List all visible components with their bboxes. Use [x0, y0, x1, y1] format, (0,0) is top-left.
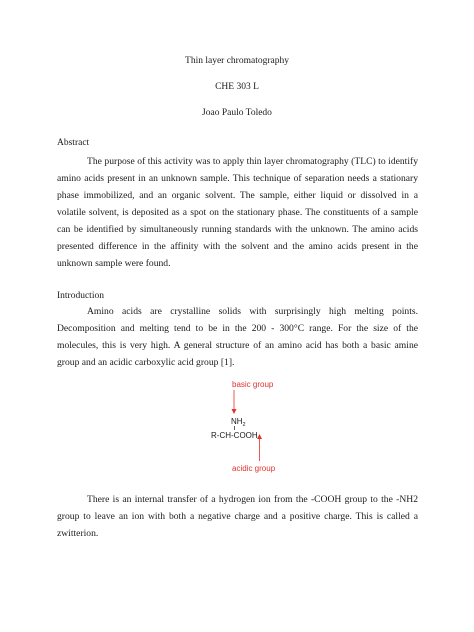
document-title: Thin layer chromatography — [185, 56, 289, 66]
author-name: Joao Paulo Toledo — [202, 108, 272, 118]
amine-group-subscript: 2 — [242, 422, 246, 428]
zwitterion-paragraph: There is an internal transfer of a hydrogen ion from the -COOH group to the -NH2 group to leave an ion with both a negative charge and a positive charge. This is called a zwitterion. — [57, 494, 418, 539]
abstract-paragraph: The purpose of this activity was to apply thin layer chromatography (TLC) to identify amino acids present in an unknown sample. This technique of separation needs a stationary phase immobilized, and an organic solvent. The sample, either liquid or dissolved in a volatile solvent, is deposited as a spot on the stationary phase. The constituents of a sample can be identified by simultaneously running standards with the unknown. The amino acids presented difference in the affinity with the solvent and the amino acids present in the unknown sample were found. — [57, 156, 418, 269]
amine-group-text: NH — [231, 417, 243, 426]
amino-acid-structure-figure — [211, 378, 322, 478]
introduction-paragraph: Amino acids are crystalline solids with surprisingly high melting points. Decomposition and melting tend to be in the 200 - 300°C range. For the size of the molecules, this is very high. A general structure of an amino acid has both a basic amine group and an acidic carboxylic acid group [1]. — [57, 306, 418, 368]
basic-group-label: basic group — [232, 380, 274, 389]
course-code: CHE 303 L — [215, 82, 259, 92]
basic-group-arrow-head — [232, 409, 237, 414]
abstract-heading: Abstract — [57, 138, 90, 148]
amino-acid-backbone-text: R-CH-COOH — [211, 431, 258, 440]
introduction-heading: Introduction — [57, 291, 104, 301]
acidic-group-label: acidic group — [232, 464, 276, 473]
